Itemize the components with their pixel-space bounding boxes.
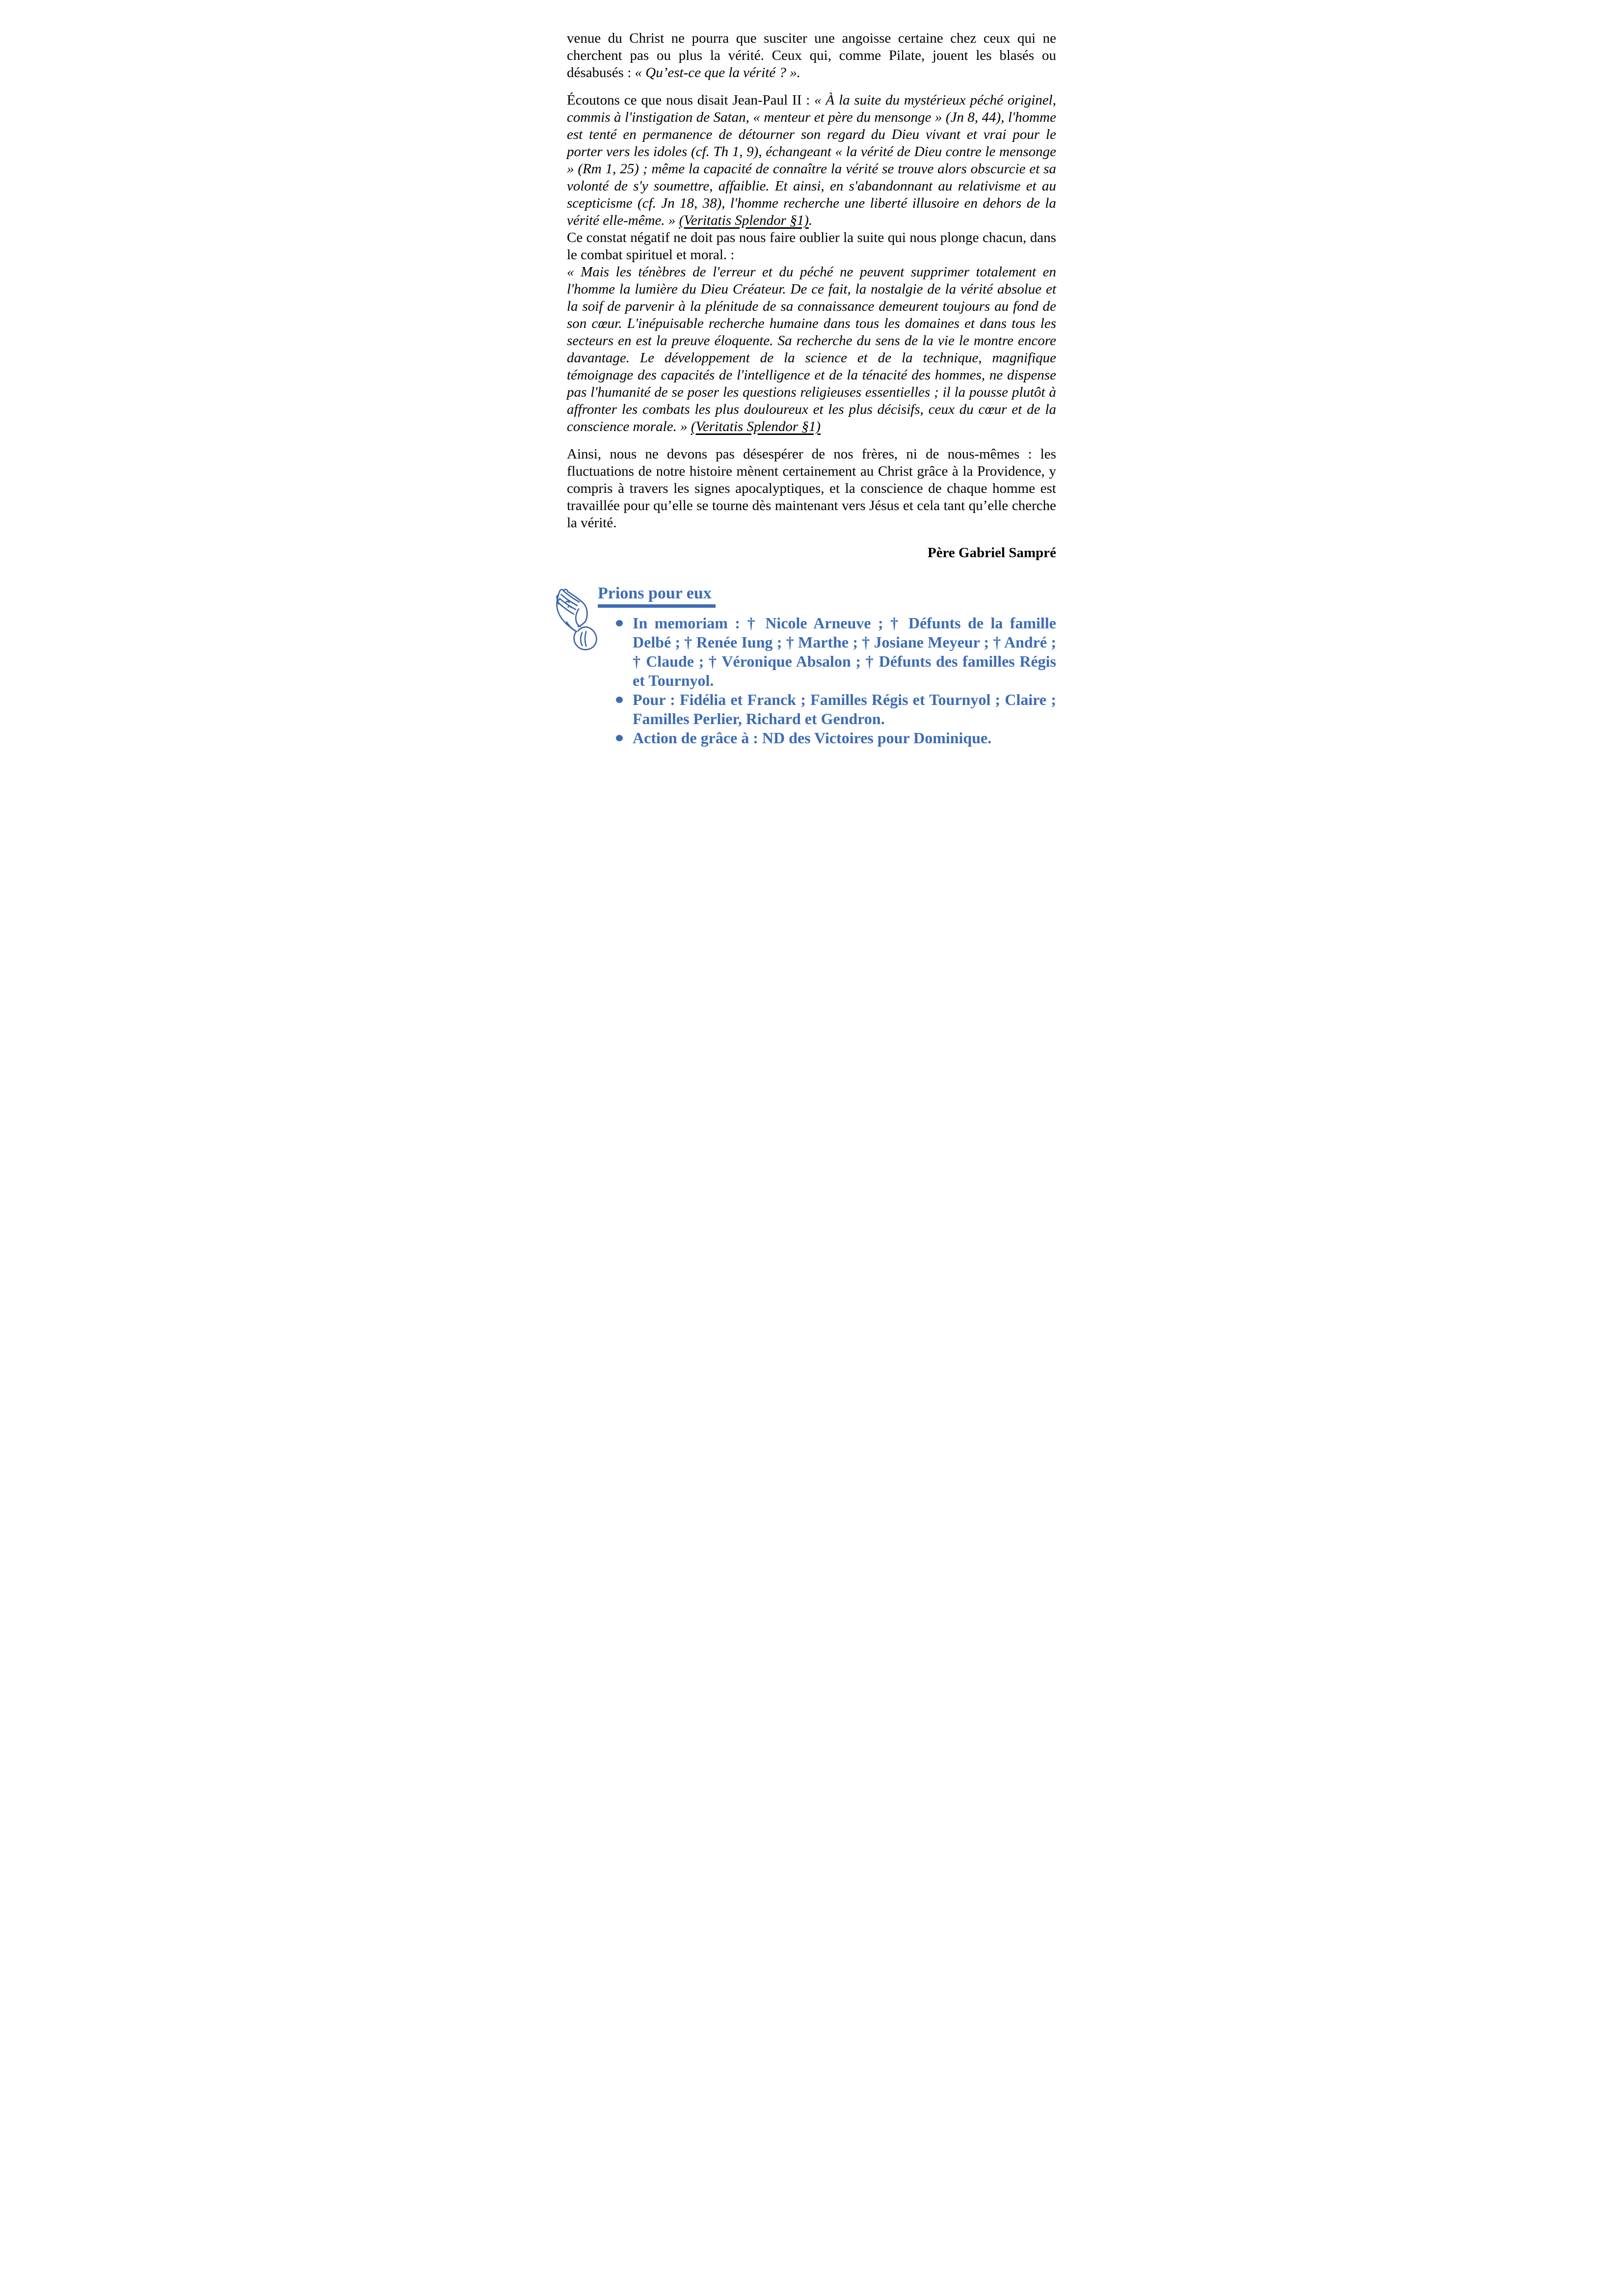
bullet-dot xyxy=(616,735,623,741)
paragraph-1-text: venue du Christ ne pourra que susciter une angoisse certaine chez ceux qui ne cherchent pas ou plus la vérité. Ceux qui, comme Pilate, jouent les blasés ou désabusés : xyxy=(567,30,1056,81)
prayer-heading-text: Prions pour eux xyxy=(598,584,716,608)
paragraph-3-text: Ce constat négatif ne doit pas nous faire oublier la suite qui nous plonge chacun, dans le combat spirituel et moral. : xyxy=(567,230,1056,263)
reference-period: . xyxy=(808,213,813,228)
signature: Père Gabriel Sampré xyxy=(927,545,1056,561)
prayer-section xyxy=(567,584,1056,748)
paragraph-5 xyxy=(567,446,1056,532)
paragraph-2-lead: Écoutons ce que nous disait Jean-Paul II : xyxy=(567,92,815,108)
paragraph-2 xyxy=(567,92,1056,229)
veritatis-splendor-reference-1: (Veritatis Splendor §1) xyxy=(679,213,809,228)
list-item-action-de-grace xyxy=(567,729,1056,748)
jean-paul-ii-quote: « À la suite du mystérieux péché originel, commis à l'instigation de Satan, « menteur et père du mensonge » (Jn 8, 44), l'homme est tenté en permanence de détourner son regard du Dieu vivant et vrai pour le porter vers les idoles (cf. Th 1, 9), échangeant « la vérité de Dieu contre le mensonge » (Rm 1, 25) ; même la capacité de connaître la vérité se trouve alors obscurcie et sa volonté de s'y soumettre, affaiblie. Et ainsi, en s'abandonnant au relativisme et au scepticisme (cf. Jn 18, 38), l'homme recherche une liberté illusoire en dehors de la vérité elle-même. » xyxy=(567,92,1056,228)
prayer-list xyxy=(567,614,1056,748)
list-item-pour xyxy=(567,690,1056,729)
article-body xyxy=(567,30,1056,562)
list-item-text: Action de grâce à : ND des Victoires pour Dominique. xyxy=(633,729,992,747)
list-item-in-memoriam xyxy=(567,614,1056,690)
list-item-text: In memoriam : † Nicole Arneuve ; † Défunts de la famille Delbé ; † Renée Iung ; † Marthe ; † Josiane Meyeur ; † André ; † Claude ; † Véronique Absalon ; † Défunts des familles Régis et Tournyol. xyxy=(633,614,1056,689)
veritatis-splendor-quote: « Mais les ténèbres de l'erreur et du péché ne peuvent supprimer totalement en l'homme la lumière du Dieu Créateur. De ce fait, la nostalgie de la vérité absolue et la soif de parvenir à la plénitude de sa connaissance demeurent toujours au fond de son cœur. L'inépuisable recherche humaine dans tous les domaines et dans tous les secteurs en est la preuve éloquente. Sa recherche du sens de la vie le montre encore davantage. Le développement de la science et de la technique, magnifique témoignage des capacités de l'intelligence et de la ténacité des hommes, ne dispense pas l'humanité de se poser les questions religieuses essentielles ; il la pousse plutôt à affronter les combats les plus douloureux et les plus décisifs, ceux du cœur et de la conscience morale. » xyxy=(567,264,1056,434)
list-item-text: Pour : Fidélia et Franck ; Familles Régis et Tournyol ; Claire ; Familles Perlier, Richard et Gendron. xyxy=(633,691,1056,728)
bullet-dot xyxy=(616,697,623,703)
document-page xyxy=(541,0,1082,765)
paragraph-4 xyxy=(567,264,1056,435)
paragraph-3 xyxy=(567,229,1056,264)
veritatis-splendor-reference-2: (Veritatis Splendor §1) xyxy=(691,419,821,434)
paragraph-5-text: Ainsi, nous ne devons pas désespérer de nos frères, ni de nous-mêmes : les fluctuations de notre histoire mènent certainement au Christ grâce à la Providence, y compris à travers les signes apocalyptiques, et la conscience de chaque homme est travaillée pour qu’elle se tourne dès maintenant vers Jésus et cela tant qu’elle cherche la vérité. xyxy=(567,446,1056,531)
pilate-quote: « Qu’est-ce que la vérité ? ». xyxy=(635,65,800,81)
praying-hands-icon xyxy=(553,586,603,653)
bullet-dot xyxy=(616,620,623,626)
prayer-heading xyxy=(598,584,1056,608)
paragraph-1 xyxy=(567,30,1056,81)
